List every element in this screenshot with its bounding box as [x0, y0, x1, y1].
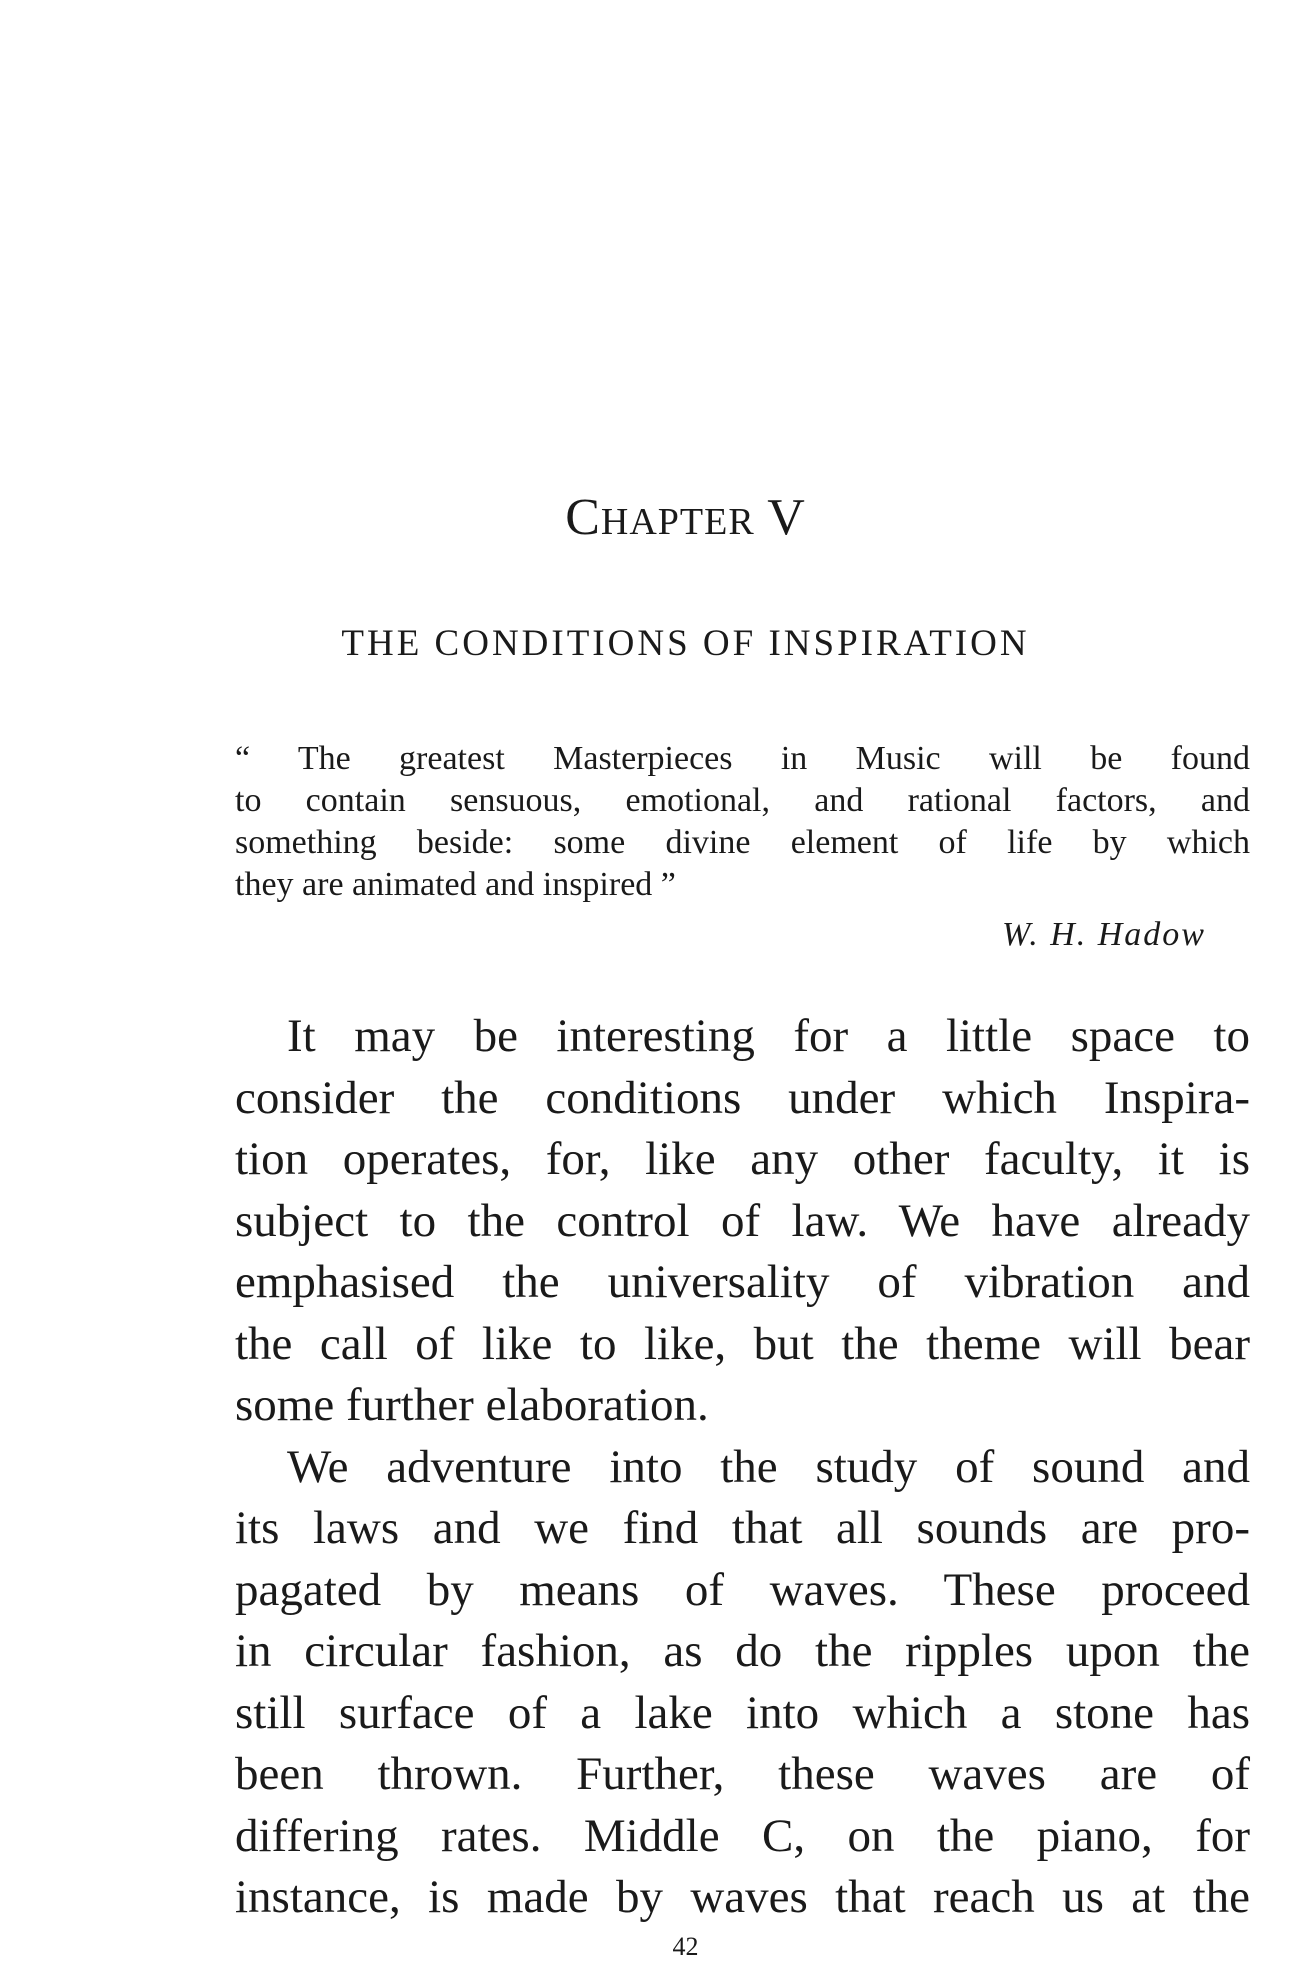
body-line: We adventure into the study of sound and: [287, 1440, 1250, 1493]
body-line: still surface of a lake into which a stone has: [235, 1686, 1250, 1739]
body-line: It may be interesting for a little space to: [287, 1010, 1250, 1062]
epigraph-attribution: W. H. Hadow: [1002, 916, 1206, 953]
epigraph-line: to contain sensuous, emotional, and rational factors, and: [235, 782, 1250, 819]
body-line: emphasised the universality of vibration and: [235, 1256, 1250, 1308]
body-line: the call of like to like, but the theme will bear: [235, 1317, 1250, 1370]
chapter-heading-initial: C: [565, 489, 601, 546]
chapter-heading: [0, 488, 1311, 547]
chapter-heading-rest: HAPTER: [600, 501, 755, 543]
body-line: its laws and we find that all sounds are pro-: [235, 1502, 1250, 1554]
body-line: tion operates, for, like any other faculty, it is: [235, 1133, 1250, 1185]
body-line: pagated by means of waves. These proceed: [235, 1563, 1250, 1616]
body-line: been thrown. Further, these waves are of: [235, 1748, 1250, 1800]
body-line: in circular fashion, as do the ripples upon the: [235, 1625, 1250, 1677]
body-line: instance, is made by waves that reach us at the: [235, 1871, 1250, 1923]
body-line: some further elaboration.: [235, 1379, 709, 1431]
epigraph-line: “ The greatest Masterpieces in Music will be found: [235, 740, 1250, 777]
epigraph-line: something beside: some divine element of life by which: [235, 824, 1250, 861]
chapter-title: THE CONDITIONS OF INSPIRATION: [341, 623, 1030, 664]
chapter-number: V: [767, 489, 806, 546]
body-text: [235, 1006, 1250, 1929]
epigraph-quote: [235, 738, 1250, 906]
page-number: 42: [672, 1932, 699, 1961]
body-line: differing rates. Middle C, on the piano, for: [235, 1809, 1250, 1862]
epigraph-line: they are animated and inspired ”: [235, 866, 676, 903]
body-line: subject to the control of law. We have already: [235, 1194, 1250, 1247]
body-line: consider the conditions under which Inspira-: [235, 1071, 1250, 1124]
